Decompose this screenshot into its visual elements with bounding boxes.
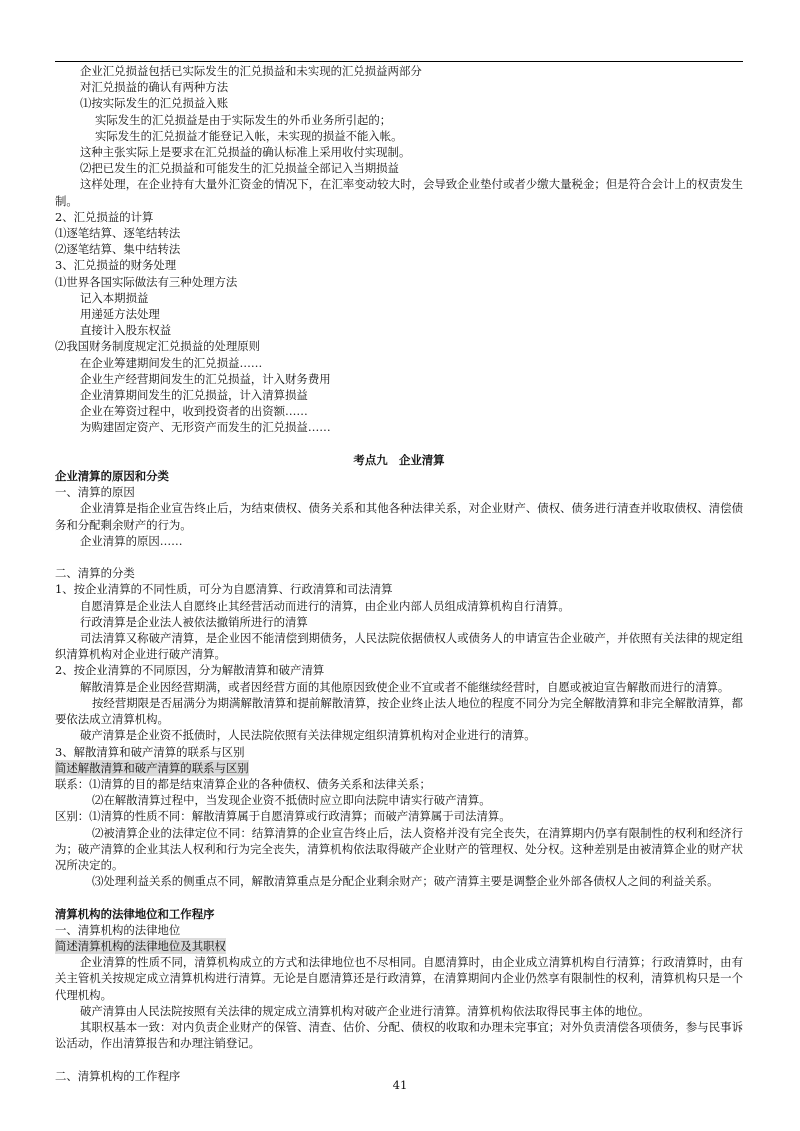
paragraph: ⑵被清算企业的法律定位不同：结算清算的企业宣告终止后，法人资格并没有完全丧失，在清算期内仍享有限制性的权利和经济行为；破产清算的企业其法人权利和行为完全丧失，清算机构依法取得破产企业财产的管理权、处分权。这种差别是由被清算企业的财产状况所决定的。: [55, 825, 743, 872]
subheading: 2、汇兑损益的计算: [55, 209, 154, 224]
header-rule: [55, 61, 743, 62]
paragraph: 按经营期限是否届满分为期满解散清算和提前解散清算，按企业终止法人地位的程度不同分为完全解散清算和非完全解散清算，都要依法成立清算机构。: [55, 695, 743, 727]
text-line: 企业汇兑损益包括已实际发生的汇兑损益和未实现的汇兑损益两部分: [80, 64, 422, 78]
highlighted-question: 简述解散清算和破产清算的联系与区别: [55, 760, 249, 775]
section-heading: 企业清算的原因和分类: [55, 469, 169, 484]
text-line: 区别：⑴清算的性质不同：解散清算属于自愿清算或行政清算；而破产清算属于司法清算。: [55, 809, 511, 824]
text-line: ⑴逐笔结算、逐笔结转法: [55, 226, 181, 241]
paragraph: 其职权基本一致：对内负责企业财产的保管、清查、估价、分配、债权的收取和办理未完事宜；对外负责清偿各项债务，参与民事诉讼活动，作出清算报告和办理注销登记。: [55, 1019, 743, 1051]
paragraph: 企业清算的性质不同，清算机构成立的方式和法律地位也不尽相同。自愿清算时，由企业成立清算机构自行清算；行政清算时，由有关主管机关按规定成立清算机构进行清算。无论是自愿清算还是行政清算，在清算期间内企业仍然享有限制性的权利，清算机构只是一个代理机构。: [55, 955, 743, 1002]
section-heading: 清算机构的法律地位和工作程序: [55, 906, 215, 921]
text-line: 记入本期损益: [80, 290, 149, 305]
paragraph: 这样处理，在企业持有大量外汇资金的情况下，在汇率变动较大时，会导致企业垫付或者少缴大量税金；但是符合会计上的权责发生制。: [55, 177, 743, 208]
text-line: 在企业筹建期间发生的汇兑损益……: [80, 355, 263, 370]
text-line: ⑵在解散清算过程中，当发现企业资不抵债时应立即向法院申请实行破产清算。: [92, 793, 491, 808]
paragraph: 企业清算是指企业宣告终止后，为结束债权、债务关系和其他各种法律关系，对企业财产、债权、债务进行清查并收取债权、清偿债务和分配剩余财产的行为。: [55, 501, 743, 532]
subheading: 二、清算机构的工作程序: [55, 1068, 181, 1083]
text-line: ⑵把已发生的汇兑损益和可能发生的汇兑损益全部记入当期损益: [80, 161, 399, 176]
text-line: 2、按企业清算的不同原因，分为解散清算和破产清算: [55, 663, 325, 678]
text-line: ⑴按实际发生的汇兑损益入账: [80, 96, 229, 111]
text-line: 3、解散清算和破产清算的联系与区别: [55, 744, 245, 759]
page-body: [55, 63, 743, 1084]
text-line: ⑴世界各国实际做法有三种处理方法: [55, 274, 238, 289]
text-line: 破产清算是企业资不抵债时，人民法院依照有关法律规定组织清算机构对企业进行的清算。: [80, 728, 536, 743]
text-line: 企业在筹资过程中，收到投资者的出资额……: [80, 404, 308, 419]
text-line: 实际发生的汇兑损益才能登记入帐，未实现的损益不能入帐。: [95, 128, 403, 143]
text-line: 为购建固定资产、无形资产而发生的汇兑损益……: [80, 420, 331, 435]
text-line: 自愿清算是企业法人自愿终止其经营活动而进行的清算，由企业内部人员组成清算机构自行清算。: [80, 598, 570, 613]
subheading: 二、清算的分类: [55, 566, 135, 581]
paragraph: 司法清算又称破产清算，是企业因不能清偿到期债务，人民法院依据债权人或债务人的申请宣告企业破产，并依照有关法律的规定组织清算机构对企业进行破产清算。: [55, 631, 743, 662]
highlighted-question: 简述清算机构的法律地位及其职权: [55, 938, 226, 953]
paragraph: 解散清算是企业因经营期满，或者因经营方面的其他原因致使企业不宜或者不能继续经营时，自愿或被迫宣告解散而进行的清算。: [80, 679, 730, 694]
text-line: 企业生产经营期间发生的汇兑损益，计入财务费用: [80, 371, 331, 386]
text-line: 直接计入股东权益: [80, 323, 172, 338]
section-title: 考点九 企业清算: [353, 452, 445, 467]
paragraph: ⑶处理利益关系的侧重点不同，解散清算重点是分配企业剩余财产；破产清算主要是调整企业外部各债权人之间的利益关系。: [92, 874, 719, 889]
text-line: ⑵我国财务制度规定汇兑损益的处理原则: [55, 339, 261, 354]
text-line: 企业清算的原因……: [80, 533, 183, 548]
page-number: 41: [392, 1078, 408, 1092]
paragraph: 破产清算由人民法院按照有关法律的规定成立清算机构对破产企业进行清算。清算机构依法取得民事主体的地位。: [80, 1003, 650, 1018]
text-line: ⑵逐笔结算、集中结转法: [55, 242, 181, 257]
text-line: 企业清算期间发生的汇兑损益，计入清算损益: [80, 388, 308, 403]
text-line: 联系：⑴清算的目的都是结束清算企业的各种债权、债务关系和法律关系；: [55, 776, 431, 791]
text-line: 实际发生的汇兑损益是由于实际发生的外币业务所引起的；: [95, 112, 392, 127]
text-line: 这种主张实际上是要求在汇兑损益的确认标准上采用收付实现制。: [80, 145, 411, 160]
text-line: 用递延方法处理: [80, 307, 160, 322]
subheading: 一、清算机构的法律地位: [55, 922, 181, 937]
text-line: 行政清算是企业法人被依法撤销所进行的清算: [80, 614, 308, 629]
text-line: 1、按企业清算的不同性质，可分为自愿清算、行政清算和司法清算: [55, 582, 393, 597]
subheading: 3、汇兑损益的财务处理: [55, 258, 177, 273]
subheading: 一、清算的原因: [55, 485, 135, 500]
text-line: 对汇兑损益的确认有两种方法: [80, 80, 229, 95]
